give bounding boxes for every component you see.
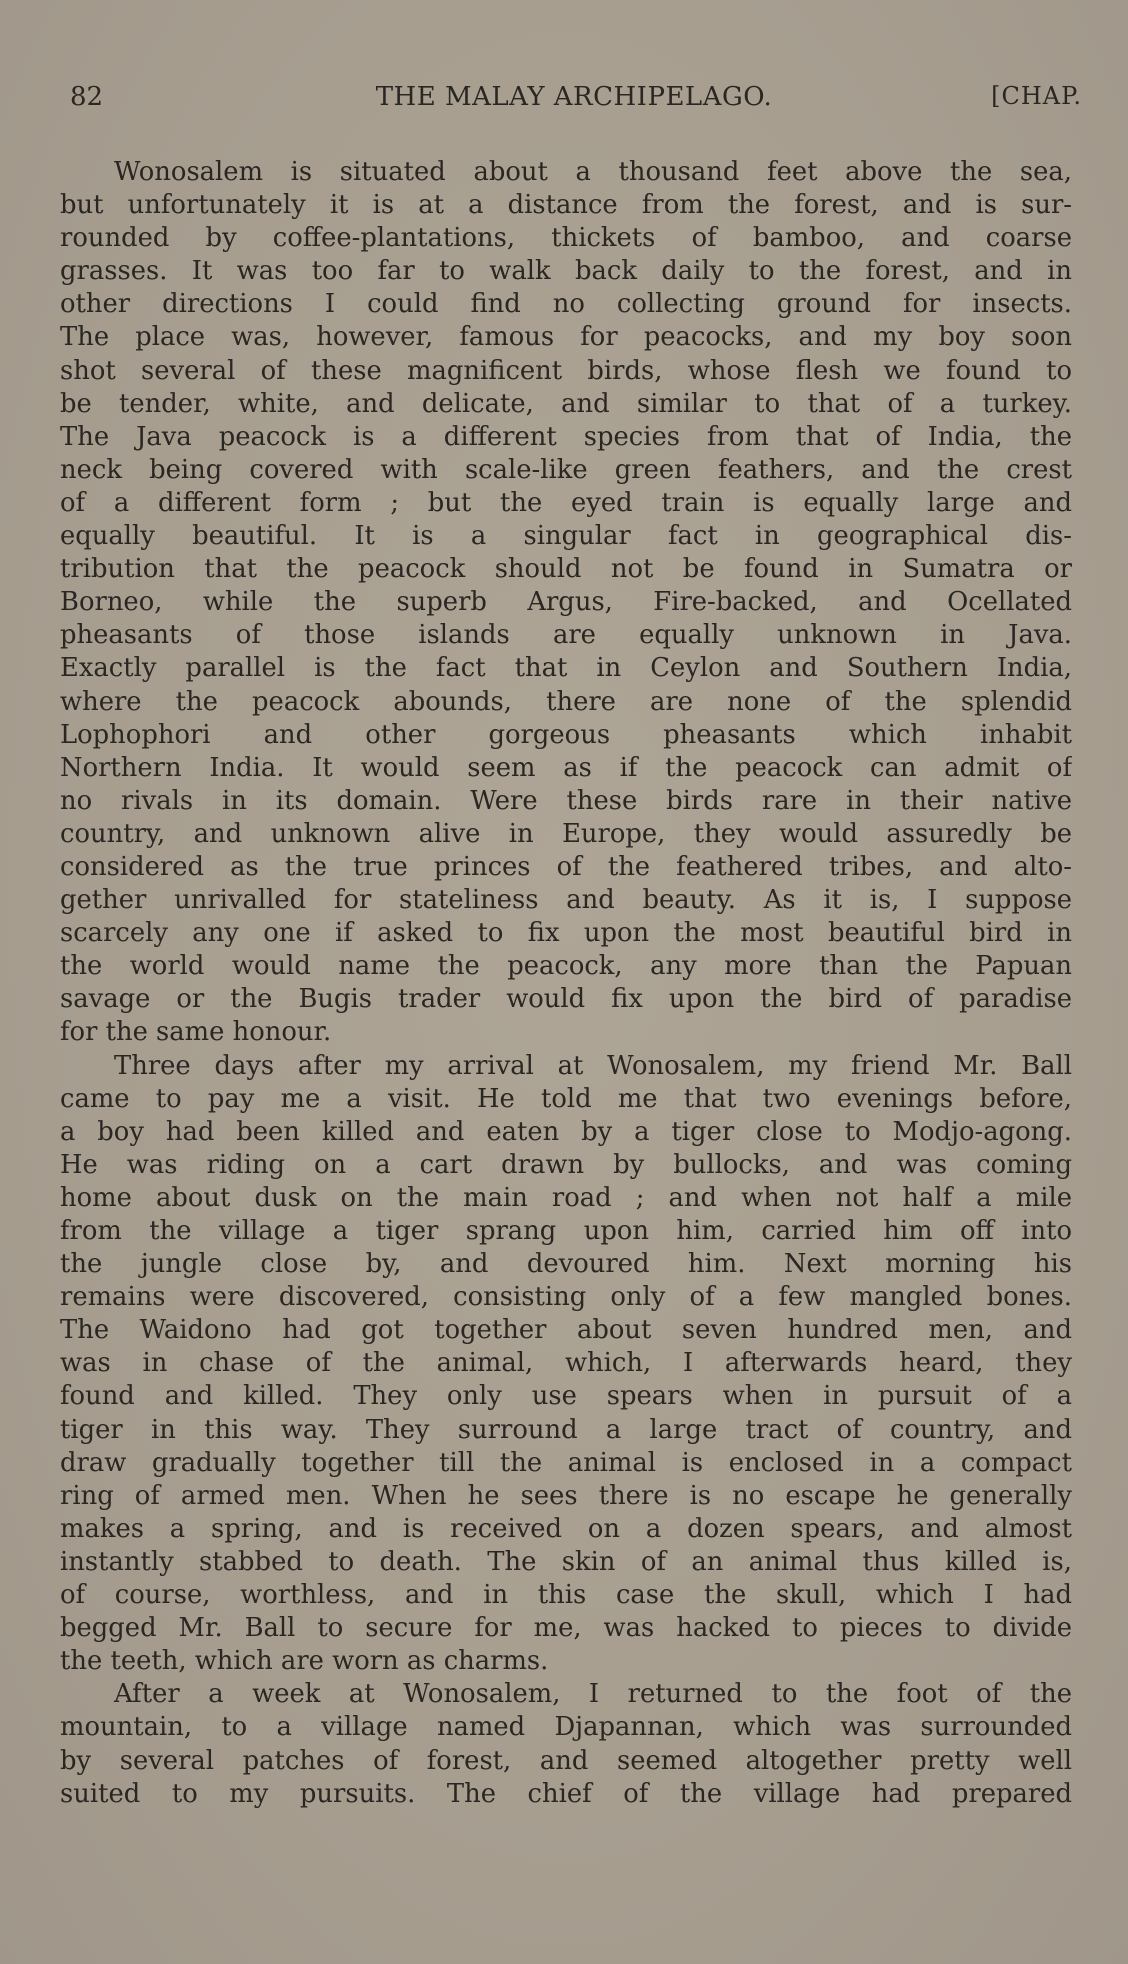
text-line: scarcely any one if asked to fix upon the most beautiful bird in — [60, 918, 1072, 949]
text-line: The Java peacock is a different species from that of India, the — [60, 421, 1072, 452]
paragraph — [60, 1050, 1072, 1679]
text-line: no rivals in its domain. Were these birds rare in their native — [60, 785, 1072, 816]
text-line: After a week at Wonosalem, I returned to the foot of the — [114, 1679, 1072, 1710]
text-line: rounded by coffee-plantations, thickets of bamboo, and coarse — [60, 223, 1072, 254]
text-line: Northern India. It would seem as if the peacock can admit of — [60, 752, 1072, 783]
text-line: The place was, however, famous for peacocks, and my boy soon — [60, 322, 1072, 353]
text-line: the teeth, which are worn as charms. — [60, 1646, 549, 1677]
text-line: The Waidono had got together about seven hundred men, and — [60, 1315, 1072, 1346]
text-line: savage or the Bugis trader would fix upon the bird of paradise — [60, 984, 1072, 1015]
paragraph — [60, 156, 1072, 1050]
text-line: remains were discovered, consisting only of a few mangled bones. — [60, 1282, 1072, 1313]
text-line: He was riding on a cart drawn by bullocks, and was coming — [60, 1149, 1072, 1180]
text-line: instantly stabbed to death. The skin of an animal thus killed is, — [60, 1546, 1072, 1577]
text-line: neck being covered with scale-like green feathers, and the crest — [60, 454, 1072, 485]
paragraph — [60, 1678, 1072, 1810]
text-line: Three days after my arrival at Wonosalem, my friend Mr. Ball — [114, 1050, 1072, 1081]
text-line: of a different form ; but the eyed train is equally large and — [60, 487, 1072, 518]
text-line: gether unrivalled for stateliness and beauty. As it is, I suppose — [60, 885, 1072, 916]
text-line: draw gradually together till the animal is enclosed in a compact — [60, 1447, 1072, 1478]
text-line: the jungle close by, and devoured him. Next morning his — [60, 1249, 1072, 1280]
text-line: Lophophori and other gorgeous pheasants which inhabit — [60, 719, 1072, 750]
text-line: from the village a tiger sprang upon him, carried him off into — [60, 1216, 1072, 1246]
text-line: other directions I could find no collecting ground for insects. — [60, 289, 1072, 320]
text-line: equally beautiful. It is a singular fact in geographical dis- — [60, 521, 1072, 552]
running-title: THE MALAY ARCHIPELAGO. — [375, 82, 773, 112]
page-header — [66, 82, 1082, 122]
text-line: shot several of these magnificent birds, whose flesh we found to — [60, 355, 1072, 386]
text-line: the world would name the peacock, any more than the Papuan — [60, 951, 1072, 982]
text-line: begged Mr. Ball to secure for me, was hacked to pieces to divide — [60, 1613, 1072, 1644]
text-line: of course, worthless, and in this case the skull, which I had — [60, 1580, 1072, 1611]
text-line: tiger in this way. They surround a large tract of country, and — [60, 1414, 1072, 1445]
text-line: by several patches of forest, and seemed altogether pretty well — [60, 1745, 1072, 1776]
text-line: home about dusk on the main road ; and when not half a mile — [60, 1182, 1072, 1213]
text-line: ring of armed men. When he sees there is no escape he generally — [60, 1480, 1072, 1511]
body-text — [60, 156, 1072, 1811]
text-line: Exactly parallel is the fact that in Ceylon and Southern India, — [60, 653, 1072, 684]
text-line: but unfortunately it is at a distance from the forest, and is sur- — [60, 190, 1072, 221]
text-line: tribution that the peacock should not be found in Sumatra or — [60, 554, 1072, 585]
text-line: country, and unknown alive in Europe, they would assuredly be — [60, 818, 1072, 849]
text-line: makes a spring, and is received on a dozen spears, and almost — [60, 1513, 1072, 1544]
text-line: was in chase of the animal, which, I afterwards heard, they — [60, 1348, 1072, 1379]
text-line: for the same honour. — [60, 1017, 332, 1048]
page-number: 82 — [70, 82, 104, 112]
text-line: suited to my pursuits. The chief of the village had prepared — [60, 1778, 1072, 1809]
text-line: grasses. It was too far to walk back daily to the forest, and in — [60, 256, 1072, 287]
text-line: be tender, white, and delicate, and similar to that of a turkey. — [60, 388, 1072, 419]
text-line: Wonosalem is situated about a thousand feet above the sea, — [114, 157, 1072, 187]
chapter-mark: [CHAP. — [991, 82, 1082, 110]
text-line: where the peacock abounds, there are none of the splendid — [60, 686, 1072, 717]
text-line: a boy had been killed and eaten by a tiger close to Modjo-agong. — [60, 1116, 1072, 1147]
text-line: pheasants of those islands are equally unknown in Java. — [60, 620, 1072, 651]
text-line: mountain, to a village named Djapannan, which was surrounded — [60, 1712, 1072, 1743]
text-line: came to pay me a visit. He told me that two evenings before, — [60, 1083, 1072, 1114]
text-line: Borneo, while the superb Argus, Fire-backed, and Ocellated — [60, 587, 1072, 618]
text-line: found and killed. They only use spears when in pursuit of a — [60, 1381, 1072, 1412]
text-line: considered as the true princes of the feathered tribes, and alto- — [60, 851, 1072, 882]
